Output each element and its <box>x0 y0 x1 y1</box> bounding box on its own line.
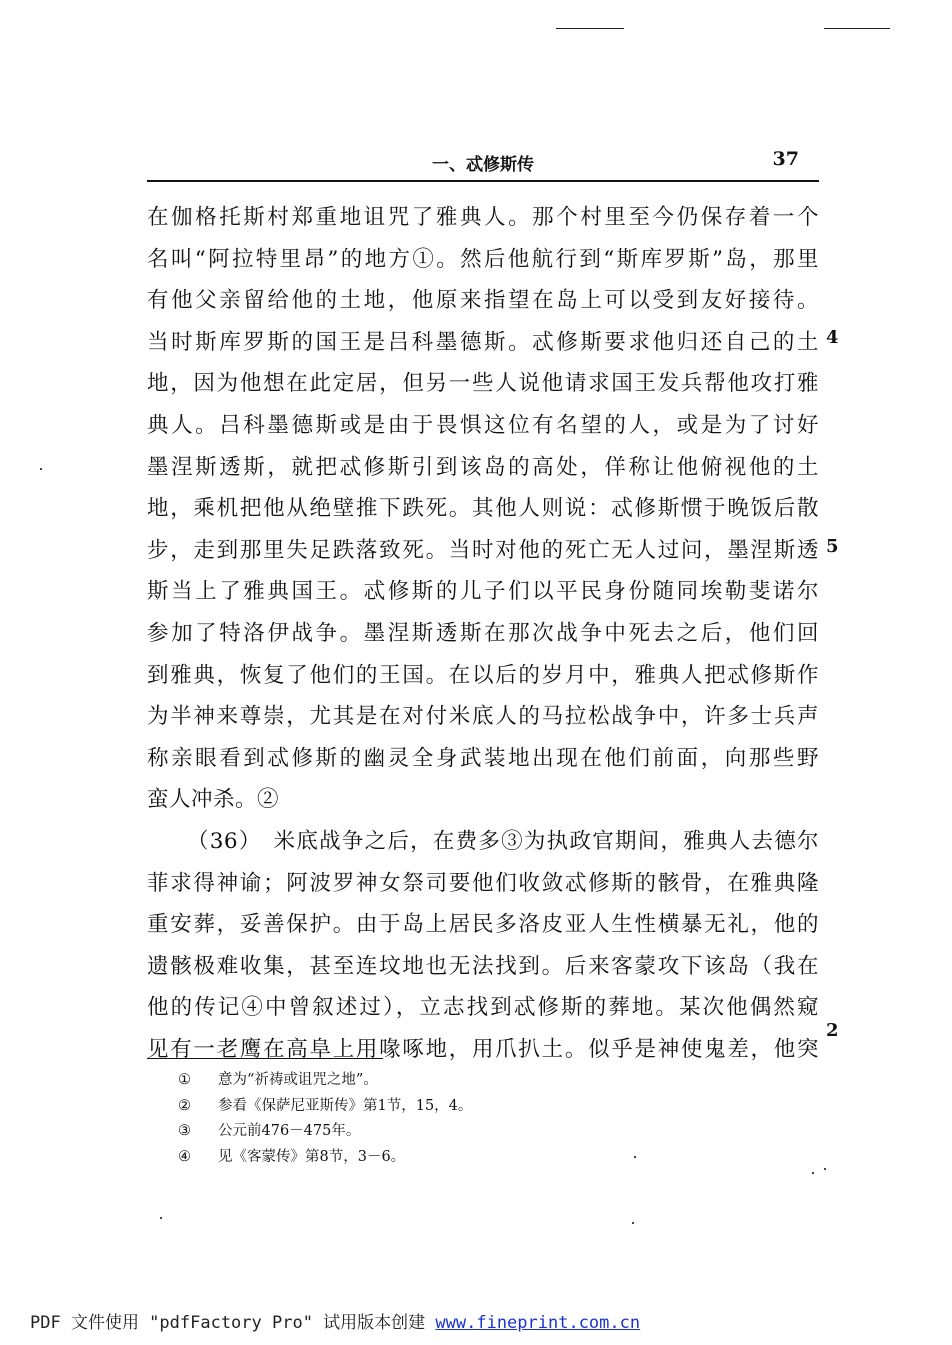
scan-speck <box>812 1172 814 1174</box>
footnote-text: 参看《保萨尼亚斯传》第1节，15，4。 <box>218 1097 473 1114</box>
footnote <box>178 1145 472 1171</box>
margin-number: 2 <box>826 1020 839 1041</box>
header-rule <box>147 180 819 182</box>
text-line: 地，乘机把他从绝壁推下跌死。其他人则说：忒修斯惯于晚饭后散 <box>147 496 819 522</box>
footnote <box>178 1068 472 1094</box>
footnote <box>178 1094 472 1120</box>
footnote-rule <box>147 1058 383 1059</box>
text-line: 当时斯库罗斯的国王是吕科墨德斯。忒修斯要求他归还自己的土 <box>147 329 819 355</box>
pdf-footer <box>30 1308 640 1333</box>
running-header <box>147 150 819 180</box>
text-line: 见有一老鹰在高阜上用喙啄地，用爪扒土。似乎是神使鬼差，他突 <box>147 1036 819 1062</box>
scan-speck <box>40 468 42 470</box>
text-line: 墨涅斯透斯，就把忒修斯引到该岛的高处，佯称让他俯视他的土 <box>147 454 819 480</box>
scan-speck <box>632 1222 634 1224</box>
text-line: 遗骸极难收集，甚至连坟地也无法找到。后来客蒙攻下该岛（我在 <box>147 953 819 979</box>
margin-number: 4 <box>826 327 839 348</box>
text-line: 有他父亲留给他的土地，他原来指望在岛上可以受到友好接待。 <box>147 288 819 314</box>
margin-number: 5 <box>826 536 839 557</box>
footnote-mark: ① <box>178 1072 191 1088</box>
text-line: 地，因为他想在此定居，但另一些人说他请求国王发兵帮他攻打雅 <box>147 371 819 397</box>
footnote-mark: ② <box>178 1097 191 1114</box>
text-line: 名叫“阿拉特里昂”的地方①。然后他航行到“斯库罗斯”岛，那里 <box>147 246 819 272</box>
footer-text: PDF 文件使用 "pdfFactory Pro" 试用版本创建 <box>30 1313 436 1333</box>
text-line: 重安葬，妥善保护。由于岛上居民多洛皮亚人生性横暴无礼，他的 <box>147 912 819 938</box>
top-rule-left <box>556 28 624 29</box>
running-title: 一、忒修斯传 <box>432 155 534 175</box>
footnote-text: 见《客蒙传》第8节，3－6。 <box>218 1148 406 1165</box>
footnote-text: 意为“祈祷或诅咒之地”。 <box>218 1072 378 1088</box>
text-line: 为半神来尊崇，尤其是在对付米底人的马拉松战争中，许多士兵声 <box>147 704 819 730</box>
scan-speck <box>824 1168 826 1170</box>
footnote-text: 公元前476－475年。 <box>218 1123 361 1139</box>
footnote-mark: ③ <box>178 1123 191 1139</box>
text-line: 他的传记④中曾叙述过），立志找到忒修斯的葬地。某次他偶然窥 <box>147 995 819 1021</box>
body-text <box>147 197 819 1070</box>
footnotes <box>178 1068 472 1170</box>
scan-speck <box>160 1217 162 1219</box>
text-line: 步，走到那里失足跌落致死。当时对他的死亡无人过问，墨涅斯透 <box>147 537 819 563</box>
scan-speck <box>634 1156 636 1158</box>
page-number: 37 <box>772 148 799 170</box>
text-line: 斯当上了雅典国王。忒修斯的儿子们以平民身份随同埃勒斐诺尔 <box>147 579 819 605</box>
footnote <box>178 1119 472 1145</box>
text-line: 到雅典，恢复了他们的王国。在以后的岁月中，雅典人把忒修斯作 <box>147 662 819 688</box>
text-line: 称亲眼看到忒修斯的幽灵全身武装地出现在他们前面，向那些野 <box>147 745 819 771</box>
top-rule-right <box>824 28 890 29</box>
footnote-mark: ④ <box>178 1148 191 1165</box>
text-line: 在伽格托斯村郑重地诅咒了雅典人。那个村里至今仍保存着一个 <box>147 205 819 230</box>
footer-link[interactable]: www.fineprint.com.cn <box>435 1313 641 1333</box>
text-line: 菲求得神谕；阿波罗神女祭司要他们收敛忒修斯的骸骨，在雅典隆 <box>147 870 819 896</box>
text-line: （36） 米底战争之后，在费多③为执政官期间，雅典人去德尔 <box>187 828 819 854</box>
text-line: 参加了特洛伊战争。墨涅斯透斯在那次战争中死去之后，他们回 <box>147 620 819 646</box>
text-line: 蛮人冲杀。② <box>147 787 280 813</box>
text-line: 典人。吕科墨德斯或是由于畏惧这位有名望的人，或是为了讨好 <box>147 412 819 438</box>
